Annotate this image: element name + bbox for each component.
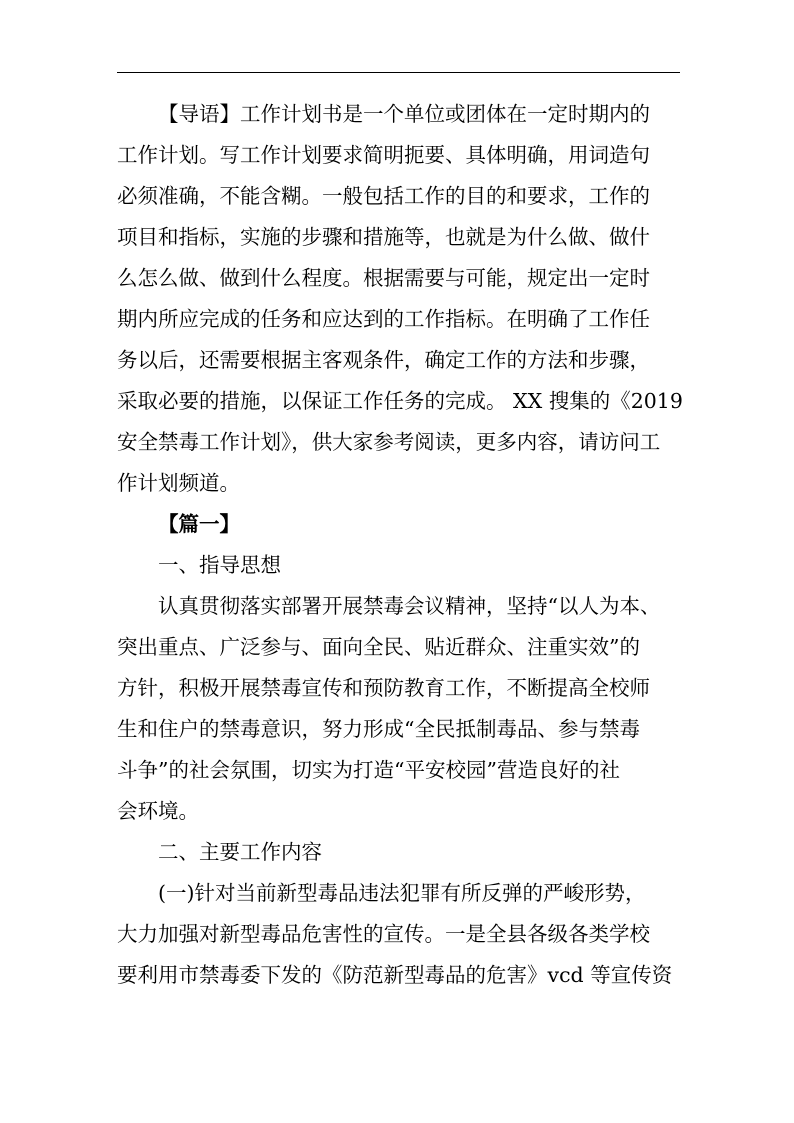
paragraph-line: 会环境。 [117, 799, 199, 823]
paragraph-line: 大力加强对新型毒品危害性的宣传。一是全县各级各类学校 [117, 922, 650, 946]
intro-line: 采取必要的措施，以保证工作任务的完成。 XX 搜集的《2019 [117, 389, 683, 413]
paragraph-line: 突出重点、广泛参与、面向全民、贴近群众、注重实效”的 [117, 635, 640, 659]
paragraph-line: 斗争”的社会氛围，切实为打造“平安校园”营造良好的社 [117, 758, 620, 782]
paragraph-line: 生和住户的禁毒意识，努力形成“全民抵制毒品、参与禁毒 [117, 717, 640, 741]
intro-line: 期内所应完成的任务和应达到的工作指标。在明确了工作任 [117, 307, 650, 331]
intro-line: 项目和指标，实施的步骤和措施等，也就是为什么做、做什 [117, 225, 650, 249]
paragraph-line: 要利用市禁毒委下发的《防范新型毒品的危害》vcd 等宣传资 [117, 963, 673, 987]
section-heading: 一、指导思想 [158, 553, 281, 577]
intro-line: 作计划频道。 [117, 471, 240, 495]
intro-line: 么怎么做、做到什么程度。根据需要与可能，规定出一定时 [117, 266, 650, 290]
paragraph-line: 方针，积极开展禁毒宣传和预防教育工作，不断提高全校师 [117, 676, 650, 700]
intro-line: 安全禁毒工作计划》，供大家参考阅读，更多内容，请访问工 [117, 430, 661, 454]
intro-line: 务以后，还需要根据主客观条件，确定工作的方法和步骤， [117, 348, 650, 372]
document-body [117, 94, 683, 996]
intro-line: 必须准确，不能含糊。一般包括工作的目的和要求，工作的 [117, 184, 650, 208]
paragraph-line: (一)针对当前新型毒品违法犯罪有所反弹的严峻形势， [158, 881, 646, 905]
paragraph-line: 认真贯彻落实部署开展禁毒会议精神，坚持“以人为本、 [158, 594, 661, 618]
intro-line: 【导语】工作计划书是一个单位或团体在一定时期内的 [158, 102, 650, 126]
header-rule [117, 72, 680, 73]
intro-line: 工作计划。写工作计划要求简明扼要、具体明确，用词造句 [117, 143, 650, 167]
section-heading: 二、主要工作内容 [158, 840, 322, 864]
section-label: 【篇一】 [158, 512, 240, 536]
